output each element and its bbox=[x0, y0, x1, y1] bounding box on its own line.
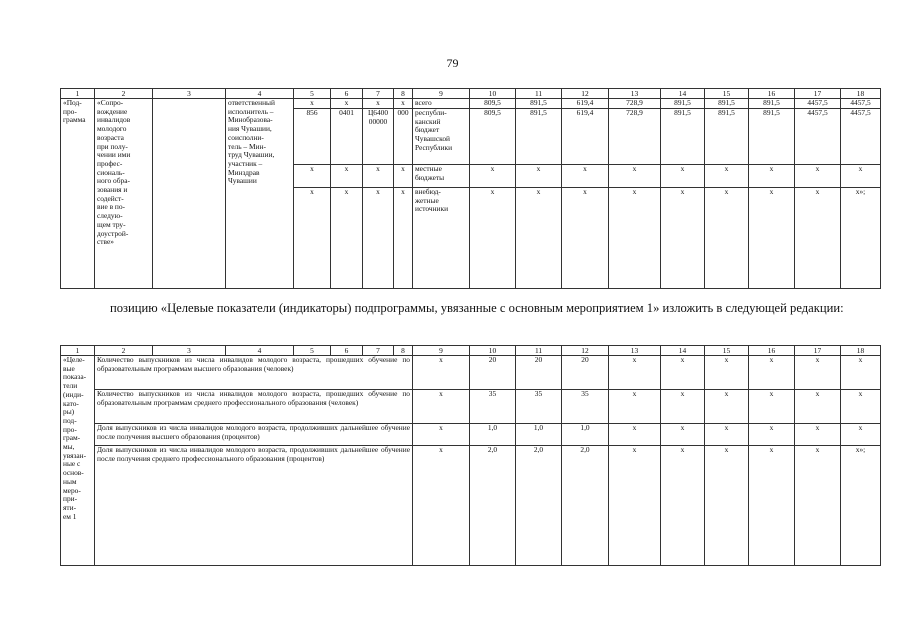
table-cell: х»; bbox=[841, 446, 881, 566]
column-header: 18 bbox=[841, 346, 881, 356]
table-cell: х bbox=[394, 99, 413, 109]
column-header: 9 bbox=[413, 89, 470, 99]
column-header: 12 bbox=[562, 89, 609, 99]
column-header: 15 bbox=[705, 346, 749, 356]
table-cell: 1,0 bbox=[562, 424, 609, 446]
table-cell: х bbox=[705, 165, 749, 188]
table-cell: 20 bbox=[516, 356, 562, 390]
executor-cell: ответственный исполнитель – Минобразова- ния Чувашии, соисполни- тель – Мин- труд Чувашии, участник – Минздрав Чувашии bbox=[226, 99, 294, 289]
table-cell: х bbox=[749, 390, 795, 424]
table-cell: х bbox=[661, 390, 705, 424]
table-cell: х bbox=[705, 356, 749, 390]
table-cell: х bbox=[705, 424, 749, 446]
table-cell: х bbox=[331, 165, 363, 188]
table-cell: х bbox=[516, 188, 562, 289]
table-cell: республи- канский бюджет Чувашской Республики bbox=[413, 109, 470, 165]
table-cell: 35 bbox=[516, 390, 562, 424]
table-cell: 2,0 bbox=[470, 446, 516, 566]
column-header: 1 bbox=[61, 346, 95, 356]
paragraph-text: позицию «Целевые показатели (индикаторы) подпрограммы, увязанные с основным мероприятием 1» изложить в следующей редакции: bbox=[110, 301, 844, 315]
table-cell: Ц6400 00000 bbox=[363, 109, 394, 165]
table-cell: 20 bbox=[470, 356, 516, 390]
table-cell: 619,4 bbox=[562, 109, 609, 165]
table-cell: 4457,5 bbox=[795, 99, 841, 109]
table-cell: х bbox=[661, 188, 705, 289]
table-cell: х bbox=[394, 188, 413, 289]
table-cell: х bbox=[661, 424, 705, 446]
column-header: 5 bbox=[294, 89, 331, 99]
table-cell: х bbox=[363, 165, 394, 188]
table-cell: 809,5 bbox=[470, 99, 516, 109]
table-header-row bbox=[61, 346, 881, 356]
table-cell: х bbox=[470, 188, 516, 289]
table-cell: х bbox=[609, 356, 661, 390]
column-header: 7 bbox=[363, 346, 394, 356]
table-cell: х bbox=[294, 165, 331, 188]
table-cell: х bbox=[562, 165, 609, 188]
program-cell: «Под- про- грамма bbox=[61, 99, 95, 289]
table-cell: х bbox=[363, 188, 394, 289]
indicators-table bbox=[60, 345, 881, 566]
table-cell: 0401 bbox=[331, 109, 363, 165]
table-cell: 1,0 bbox=[470, 424, 516, 446]
table-header-row bbox=[61, 89, 881, 99]
indicators-label-cell: «Целе- вые показа- тели (инди- като- ры) под- про- грам- мы, увязан- ные с основ- ным меро- при- яти- ем 1 bbox=[61, 356, 95, 566]
table-cell: х bbox=[705, 188, 749, 289]
column-header: 16 bbox=[749, 89, 795, 99]
table-cell: х bbox=[795, 356, 841, 390]
table-cell: х bbox=[795, 165, 841, 188]
table-cell: х bbox=[609, 188, 661, 289]
table-cell: х bbox=[661, 356, 705, 390]
table-cell: 891,5 bbox=[516, 109, 562, 165]
table-cell: 35 bbox=[470, 390, 516, 424]
table-cell: 891,5 bbox=[661, 99, 705, 109]
column-header: 7 bbox=[363, 89, 394, 99]
table-cell: х bbox=[661, 165, 705, 188]
table-cell: х bbox=[609, 424, 661, 446]
empty-cell bbox=[153, 99, 226, 289]
column-header: 14 bbox=[661, 346, 705, 356]
column-header: 6 bbox=[331, 346, 363, 356]
table-cell: 891,5 bbox=[749, 109, 795, 165]
table-row bbox=[61, 446, 881, 566]
column-header: 9 bbox=[413, 346, 470, 356]
table-cell: 000 bbox=[394, 109, 413, 165]
table-cell: 4457,5 bbox=[841, 99, 881, 109]
table-row bbox=[61, 99, 881, 109]
column-header: 4 bbox=[226, 346, 294, 356]
table-cell: х bbox=[294, 99, 331, 109]
table-cell: 35 bbox=[562, 390, 609, 424]
table-cell: х bbox=[363, 99, 394, 109]
table-cell: х bbox=[841, 390, 881, 424]
table-cell: х bbox=[413, 424, 470, 446]
table-cell: 891,5 bbox=[516, 99, 562, 109]
column-header: 2 bbox=[95, 89, 153, 99]
column-header: 15 bbox=[705, 89, 749, 99]
column-header: 17 bbox=[795, 89, 841, 99]
column-header: 14 bbox=[661, 89, 705, 99]
table-cell: внебюд- жетные источники bbox=[413, 188, 470, 289]
table-cell: х bbox=[413, 356, 470, 390]
table-cell: х bbox=[749, 446, 795, 566]
table-cell: х bbox=[841, 356, 881, 390]
column-header: 12 bbox=[562, 346, 609, 356]
table-cell: 4457,5 bbox=[841, 109, 881, 165]
table-cell: х bbox=[413, 446, 470, 566]
table-cell: х bbox=[331, 188, 363, 289]
table-cell: х bbox=[705, 446, 749, 566]
column-header: 5 bbox=[294, 346, 331, 356]
table-cell: 20 bbox=[562, 356, 609, 390]
table-cell: 1,0 bbox=[516, 424, 562, 446]
column-header: 11 bbox=[516, 346, 562, 356]
table-cell: х bbox=[749, 424, 795, 446]
column-header: 6 bbox=[331, 89, 363, 99]
column-header: 10 bbox=[470, 346, 516, 356]
indicator-name-cell: Количество выпускников из числа инвалидов молодого возраста, прошедших обучение по образовательным программам высшего образования (человек) bbox=[95, 356, 413, 390]
table-cell: 891,5 bbox=[705, 99, 749, 109]
column-header: 16 bbox=[749, 346, 795, 356]
table-cell: 4457,5 bbox=[795, 109, 841, 165]
table-cell: 809,5 bbox=[470, 109, 516, 165]
column-header: 3 bbox=[153, 346, 226, 356]
table-row bbox=[61, 424, 881, 446]
table-cell: 891,5 bbox=[661, 109, 705, 165]
table-cell: 856 bbox=[294, 109, 331, 165]
table-cell: 2,0 bbox=[562, 446, 609, 566]
column-header: 2 bbox=[95, 346, 153, 356]
table-cell: х bbox=[841, 424, 881, 446]
table-cell: х»; bbox=[841, 188, 881, 289]
table-cell: 619,4 bbox=[562, 99, 609, 109]
table-cell: 728,9 bbox=[609, 109, 661, 165]
table-cell: х bbox=[705, 390, 749, 424]
table-cell: х bbox=[413, 390, 470, 424]
table-cell: х bbox=[795, 188, 841, 289]
table-cell: х bbox=[516, 165, 562, 188]
table-cell: х bbox=[841, 165, 881, 188]
table-cell: х bbox=[749, 188, 795, 289]
financing-table bbox=[60, 88, 881, 289]
table-cell: х bbox=[562, 188, 609, 289]
table-cell: 728,9 bbox=[609, 99, 661, 109]
table-cell: х bbox=[749, 356, 795, 390]
table-cell: х bbox=[661, 446, 705, 566]
indicator-name-cell: Доля выпускников из числа инвалидов молодого возраста, продолживших дальнейшее обучение после получения среднего профессионального образования (процентов) bbox=[95, 446, 413, 566]
subprogram-name-cell: «Сопро- вождение инвалидов молодого возраста при полу- чении ими профес- сиональ- ного обра- зования и содейст- вие в по- следую- щем тру- доустрой- стве» bbox=[95, 99, 153, 289]
table-cell: 891,5 bbox=[749, 99, 795, 109]
indicator-name-cell: Количество выпускников из числа инвалидов молодого возраста, прошедших обучение по образовательным программам среднего профессионального образования (человек) bbox=[95, 390, 413, 424]
column-header: 10 bbox=[470, 89, 516, 99]
column-header: 17 bbox=[795, 346, 841, 356]
table-cell: х bbox=[609, 390, 661, 424]
column-header: 4 bbox=[226, 89, 294, 99]
table-row bbox=[61, 356, 881, 390]
column-header: 13 bbox=[609, 89, 661, 99]
table-row bbox=[61, 390, 881, 424]
column-header: 11 bbox=[516, 89, 562, 99]
table-cell: х bbox=[795, 424, 841, 446]
table-cell: 2,0 bbox=[516, 446, 562, 566]
table-cell: х bbox=[331, 99, 363, 109]
table-cell: х bbox=[749, 165, 795, 188]
table-cell: х bbox=[394, 165, 413, 188]
table-cell: х bbox=[795, 446, 841, 566]
table-cell: х bbox=[294, 188, 331, 289]
table-cell: х bbox=[795, 390, 841, 424]
table-cell: х bbox=[609, 165, 661, 188]
table-cell: 891,5 bbox=[705, 109, 749, 165]
table-cell: местные бюджеты bbox=[413, 165, 470, 188]
column-header: 18 bbox=[841, 89, 881, 99]
page-number: 79 bbox=[446, 56, 459, 70]
column-header: 8 bbox=[394, 89, 413, 99]
table-cell: х bbox=[609, 446, 661, 566]
column-header: 3 bbox=[153, 89, 226, 99]
amendment-paragraph bbox=[60, 300, 880, 317]
column-header: 13 bbox=[609, 346, 661, 356]
table-cell: всего bbox=[413, 99, 470, 109]
table-cell: х bbox=[470, 165, 516, 188]
column-header: 1 bbox=[61, 89, 95, 99]
column-header: 8 bbox=[394, 346, 413, 356]
indicator-name-cell: Доля выпускников из числа инвалидов молодого возраста, продолживших дальнейшее обучение после получения высшего образования (процентов) bbox=[95, 424, 413, 446]
